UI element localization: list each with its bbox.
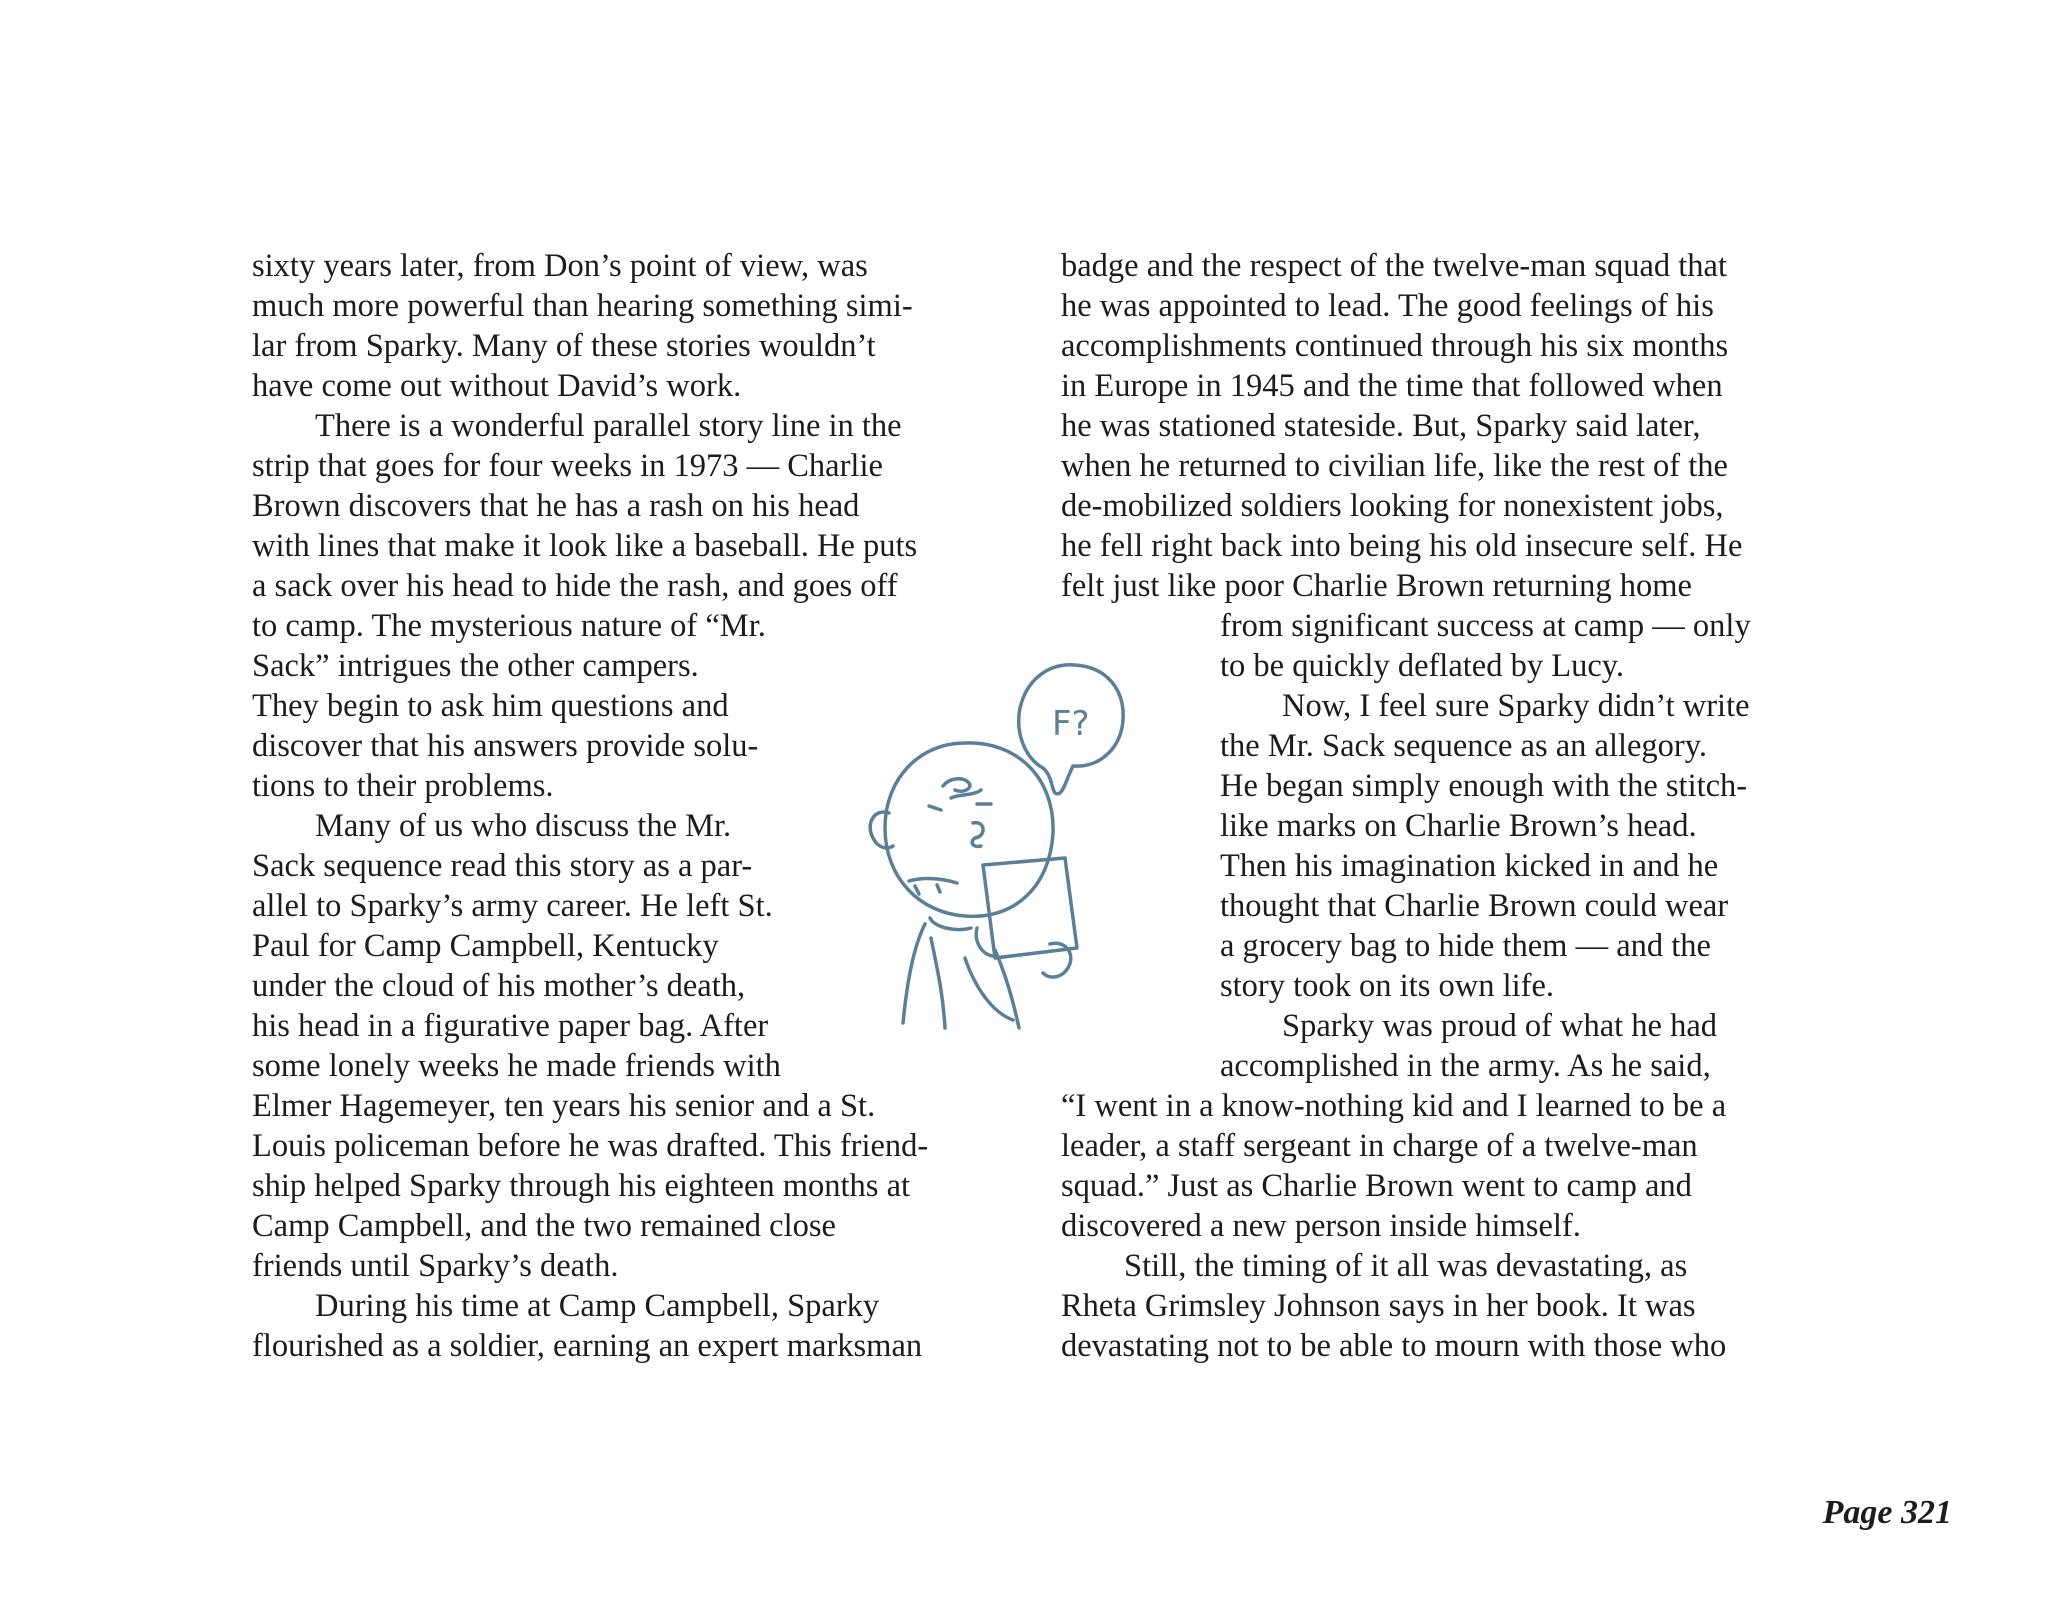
ear [870, 812, 893, 848]
text-line: allel to Sparky’s army career. He left St. [252, 888, 773, 924]
paragraph-start-line: Still, the timing of it all was devastating, as [1124, 1248, 1688, 1284]
text-line: ship helped Sparky through his eighteen months at [252, 1168, 911, 1204]
text-line: Louis policeman before he was drafted. This friend- [252, 1128, 929, 1164]
text-line: They begin to ask him questions and [252, 688, 729, 724]
text-line: felt just like poor Charlie Brown returning home [1061, 568, 1692, 604]
text-line: strip that goes for four weeks in 1973 — Charlie [252, 448, 883, 484]
text-line: devastating not to be able to mourn with those who [1061, 1328, 1727, 1364]
text-line: to camp. The mysterious nature of “Mr. [252, 608, 766, 644]
text-line: in Europe in 1945 and the time that followed when [1061, 368, 1723, 404]
text-line: “I went in a know-nothing kid and I learned to be a [1061, 1088, 1727, 1124]
text-line: some lonely weeks he made friends with [252, 1048, 781, 1084]
text-line: Paul for Camp Campbell, Kentucky [252, 928, 719, 964]
paragraph-start-line: During his time at Camp Campbell, Sparky [315, 1288, 880, 1324]
text-line: he was appointed to lead. The good feelings of his [1061, 288, 1714, 324]
head-outline [885, 743, 1053, 916]
text-line: lar from Sparky. Many of these stories wouldn’t [252, 328, 876, 364]
text-line: friends until Sparky’s death. [252, 1248, 619, 1284]
text-line: Rheta Grimsley Johnson says in her book. It was [1061, 1288, 1696, 1324]
text-line: much more powerful than hearing something simi- [252, 288, 913, 324]
text-line: he was stationed stateside. But, Sparky said later, [1061, 408, 1701, 444]
text-line: Brown discovers that he has a rash on his head [252, 488, 860, 524]
text-line: tions to their problems. [252, 768, 554, 804]
text-line: badge and the respect of the twelve-man squad that [1061, 248, 1727, 284]
text-line: discover that his answers provide solu- [252, 728, 759, 764]
text-line: the Mr. Sack sequence as an allegory. [1220, 728, 1708, 764]
text-line: a sack over his head to hide the rash, and goes off [252, 568, 898, 604]
text-line: accomplishments continued through his six months [1061, 328, 1729, 364]
text-line: like marks on Charlie Brown’s head. [1220, 808, 1697, 844]
text-line: flourished as a soldier, earning an expert marksman [252, 1328, 923, 1364]
paragraph-start-line: Sparky was proud of what he had [1282, 1008, 1718, 1044]
hair-squiggle [943, 779, 981, 798]
text-line: Sack sequence read this story as a par- [252, 848, 753, 884]
charlie-brown-reading-note-icon [845, 628, 1175, 1048]
text-line: squad.” Just as Charlie Brown went to camp and [1061, 1168, 1692, 1204]
text-line: accomplished in the army. As he said, [1220, 1048, 1711, 1084]
text-line: his head in a figurative paper bag. After [252, 1008, 769, 1044]
text-line: from significant success at camp — only [1220, 608, 1751, 644]
text-line: he fell right back into being his old insecure self. He [1061, 528, 1743, 564]
text-line: He began simply enough with the stitch- [1220, 768, 1748, 804]
text-line: de-mobilized soldiers looking for nonexistent jobs, [1061, 488, 1724, 524]
text-line: leader, a staff sergeant in charge of a twelve-man [1061, 1128, 1698, 1164]
text-line: to be quickly deflated by Lucy. [1220, 648, 1625, 684]
text-line: when he returned to civilian life, like the rest of the [1061, 448, 1728, 484]
page-number: Page 321 [1822, 1494, 1952, 1531]
sleeve [965, 958, 1013, 1020]
text-line: a grocery bag to hide them — and the [1220, 928, 1711, 964]
text-line: thought that Charlie Brown could wear [1220, 888, 1729, 924]
frown [909, 879, 957, 894]
text-line: Then his imagination kicked in and he [1220, 848, 1719, 884]
text-line: discovered a new person inside himself. [1061, 1208, 1581, 1244]
collar [930, 918, 971, 930]
speech-bubble-text: F? [1052, 704, 1090, 744]
text-line: have come out without David’s work. [252, 368, 742, 404]
text-line: under the cloud of his mother’s death, [252, 968, 746, 1004]
paragraph-start-line: Many of us who discuss the Mr. [315, 808, 732, 844]
eyebrows [929, 804, 991, 810]
text-line: with lines that make it look like a baseball. He puts [252, 528, 918, 564]
text-line: sixty years later, from Don’s point of view, was [252, 248, 868, 284]
paragraph-start-line: There is a wonderful parallel story line in the [315, 408, 902, 444]
mouth-curl [972, 823, 983, 847]
text-line: Elmer Hagemeyer, ten years his senior and a St. [252, 1088, 876, 1124]
paragraph-start-line: Now, I feel sure Sparky didn’t write [1282, 688, 1750, 724]
text-line: Camp Campbell, and the two remained close [252, 1208, 836, 1244]
text-line: story took on its own life. [1220, 968, 1555, 1004]
text-line: Sack” intrigues the other campers. [252, 648, 699, 684]
